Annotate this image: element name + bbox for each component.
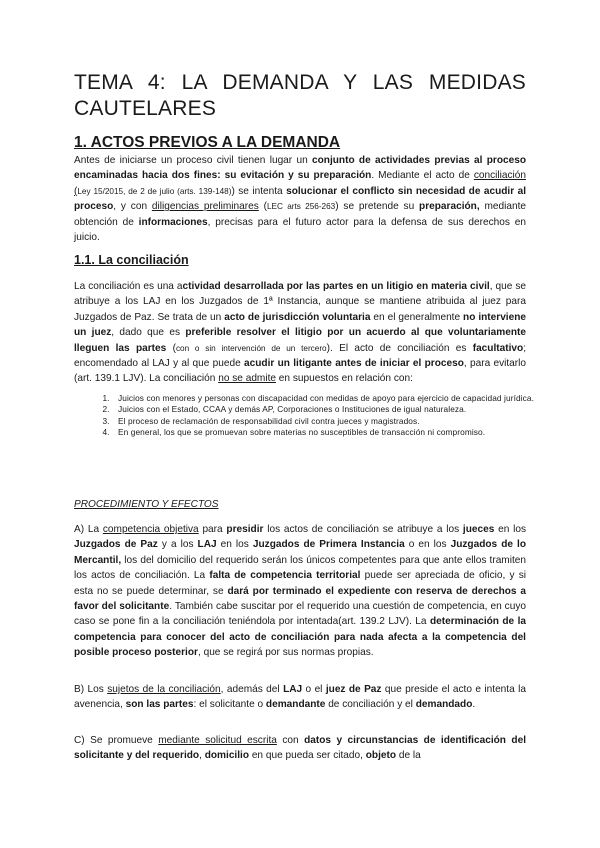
- paragraph-a-competencia: A) La competencia objetiva para presidir los actos de conciliación se atribuye a los jueces en los Juzgados de Paz y a los LAJ en los Juzgados de Primera Instancia o en los Juzgados de lo Mercantil, los del domicilio del requerido serán los únicos competentes para que ante ellos tramiten los actos de conciliación. La falta de competencia territorial puede ser apreciada de oficio, y si esta no se puede determinar, se dará por terminado el expediente con reserva de derechos a favor del solicitante. También cabe suscitar por el requerido una cuestión de competencia, en cuyo caso se pone fin a la conciliación teniéndola por intentada(art. 139.2 LJV). La determinación de la competencia para conocer del acto de conciliación para nada afecta a la competencia del posible proceso posterior, que se regirá por sus normas propias.: [74, 524, 527, 659]
- list-item: 4. En general, los que se promuevan sobre materias no susceptibles de transacción ni compromiso.: [112, 427, 564, 438]
- paragraph-c-solicitud: C) Se promueve mediante solicitud escrita con datos y circunstancias de identificación del solicitante y del requerido, domicilio en que pueda ser citado, objeto de la: [74, 735, 526, 762]
- paragraph-b-sujetos: B) Los sujetos de la conciliación, además del LAJ o el juez de Paz que preside el acto e intenta la avenencia, son las partes: el solicitante o demandante de conciliación y el demandado.: [74, 684, 526, 711]
- subsection-heading-conciliacion: 1.1. La conciliación: [74, 253, 189, 267]
- page-title: TEMA 4: LA DEMANDA Y LAS MEDIDAS CAUTELARES: [74, 71, 526, 120]
- list-item: 1. Juicios con menores y personas con discapacidad con medidas de apoyo para ejercicio de capacidad jurídica.: [112, 393, 564, 404]
- paragraph-actos-previos: Antes de iniciarse un proceso civil tienen lugar un conjunto de actividades previas al proceso encaminadas hacia dos fines: su evitación y su preparación. Mediante el acto de conciliación (Ley 15/2015, de 2 de julio (arts. 139-148)) se intenta solucionar el conflicto sin necesidad de acudir al proceso, y con diligencias preliminares (LEC arts 256-263) se pretende su preparación, mediante obtención de informaciones, precisas para el futuro actor para la defensa de sus derechos en juicio.: [74, 155, 527, 244]
- list-item: 3. El proceso de reclamación de responsabilidad civil contra jueces y magistrados.: [112, 416, 564, 427]
- paragraph-conciliacion: La conciliación es una actividad desarrollada por las partes en un litigio en materia civil, que se atribuye a los LAJ en los Juzgados de 1ª Instancia, aunque se mantiene atribuida al juez para Juzgados de Paz. Se trata de un acto de jurisdicción voluntaria en el generalmente no interviene un juez, dado que es preferible resolver el litigio por un acuerdo al que voluntariamente lleguen las partes (con o sin intervención de un tercero). El acto de conciliación es facultativo; encomendado al LAJ y al que puede acudir un litigante antes de iniciar el proceso, para evitarlo (art. 139.1 LJV). La conciliación no se admite en supuestos en relación con:: [74, 281, 527, 385]
- section-heading-actos-previos: 1. ACTOS PREVIOS A LA DEMANDA: [74, 134, 341, 151]
- procedure-heading: PROCEDIMIENTO Y EFECTOS: [74, 499, 219, 510]
- excluded-cases-list: [74, 393, 564, 438]
- list-item: 2. Juicios con el Estado, CCAA y demás AP, Corporaciones o Instituciones de igual naturaleza.: [112, 404, 564, 415]
